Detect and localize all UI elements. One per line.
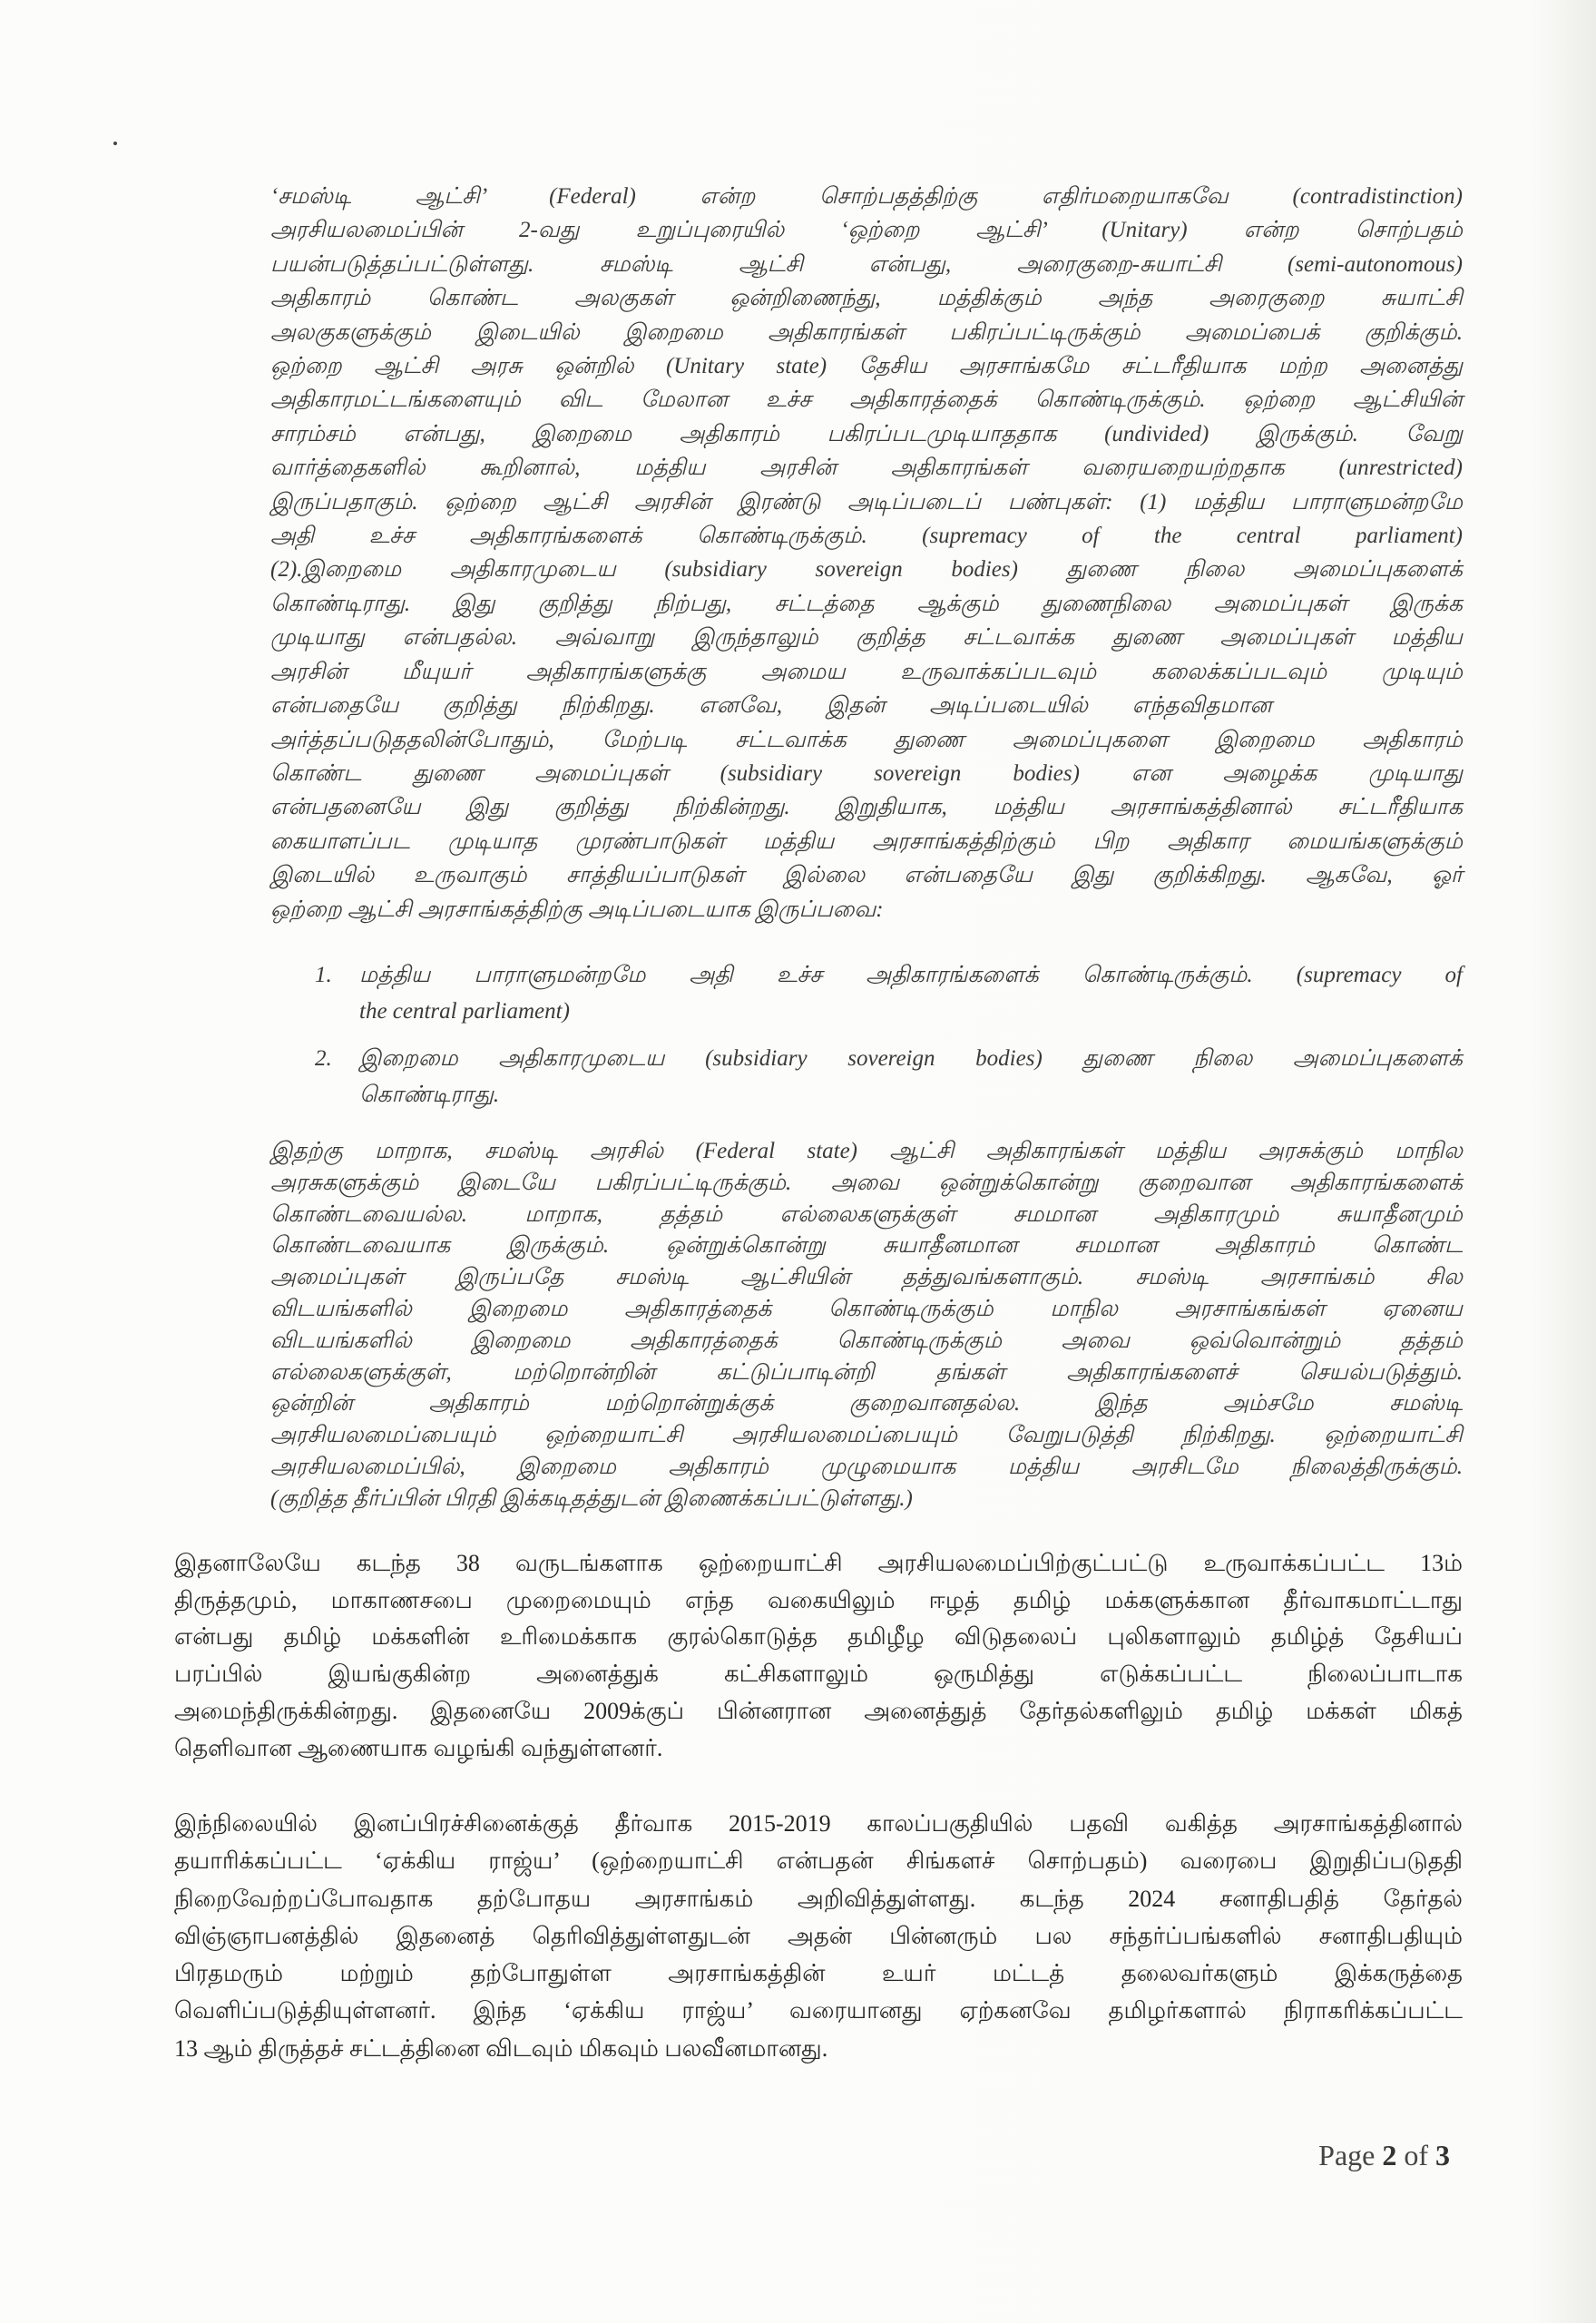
paragraph-line: இதனாலேயே கடந்த 38 வருடங்களாக ஒற்றையாட்சி அரசியலமைப்பிற்குட்பட்டு உருவாக்கப்பட்ட 13ம் xyxy=(174,1550,1463,1576)
quote-line: அதிகாரமட்டங்களையும் விட மேலான உச்ச அதிகாரத்தைக் கொண்டிருக்கும். ஒற்றை ஆட்சியின் xyxy=(270,387,1463,413)
list-item xyxy=(315,1041,1463,1113)
paragraph-line: நிறைவேற்றப்போவதாக தற்போதய அரசாங்கம் அறிவித்துள்ளது. கடந்த 2024 சனாதிபதித் தேர்தல் xyxy=(174,1885,1463,1912)
quoted-judgment-paragraph-1 xyxy=(270,180,1463,926)
scan-speck xyxy=(113,142,117,145)
quote-line: கொண்டவையாக இருக்கும். ஒன்றுக்கொன்று சுயாதீனமான சமமான அதிகாரம் கொண்ட xyxy=(270,1233,1463,1259)
quote-line: அரசுகளுக்கும் இடையே பகிரப்பட்டிருக்கும். அவை ஒன்றுக்கொன்று குறைவான அதிகாரங்களைக் xyxy=(270,1170,1463,1195)
quote-line: அர்த்தப்படுததலின்போதும், மேற்படி சட்டவாக்க துணை அமைப்புகளை இறைமை அதிகாரம் xyxy=(270,727,1463,752)
quote-line: அரசின் மீயுயர் அதிகாரங்களுக்கு அமைய உருவாக்கப்படவும் கலைக்கப்படவும் முடியும் xyxy=(270,659,1463,684)
quote-line: (2).இறைமை அதிகாரமுடைய (subsidiary sovereign bodies) துணை நிலை அமைப்புகளைக் xyxy=(270,557,1463,583)
page-label: Page xyxy=(1318,2139,1376,2171)
quote-line: ‘சமஸ்டி ஆட்சி’ (Federal) என்ற சொற்பதத்திற்கு எதிர்மறையாகவே (contradistinction) xyxy=(270,184,1463,209)
paragraph-line: தெளிவான ஆணையாக வழங்கி வந்துள்ளனர். xyxy=(174,1734,663,1761)
list-item-line: கொண்டிராது. xyxy=(359,1083,500,1107)
paragraph-line: என்பது தமிழ் மக்களின் உரிமைக்காக குரல்கொடுத்த தமிழீழ விடுதலைப் புலிகளாலும் தமிழ்த் தேசியப் xyxy=(174,1623,1463,1651)
paragraph-line: வெளிப்படுத்தியுள்ளனர். இந்த ‘ஏக்கிய ராஜ்ய’ வரையானது ஏற்கனவே தமிழர்களால் நிராகரிக்கப்பட்ட xyxy=(174,1997,1463,2024)
quote-line: விடயங்களில் இறைமை அதிகாரத்தைக் கொண்டிருக்கும் அவை ஒவ்வொன்றும் தத்தம் xyxy=(270,1328,1463,1353)
quote-line: அரசியலமைப்பின் 2-வது உறுப்புரையில் ‘ஒற்றை ஆட்சி’ (Unitary) என்ற சொற்பதம் xyxy=(270,218,1463,243)
quote-line: ஒற்றை ஆட்சி அரசு ஒன்றில் (Unitary state) தேசிய அரசாங்கமே சட்டரீதியாக மற்ற அனைத்து xyxy=(270,354,1463,379)
quoted-judgment-paragraph-2 xyxy=(270,1136,1463,1515)
numbered-list xyxy=(315,957,1463,1113)
quote-line: வார்த்தைகளில் கூறினால், மத்திய அரசின் அதிகாரங்கள் வரையறையற்றதாக (unrestricted) xyxy=(270,456,1463,481)
current-page-number: 2 xyxy=(1382,2139,1397,2171)
paragraph-line: தயாரிக்கப்பட்ட ‘ஏக்கிய ராஜ்ய’ (ஒற்றையாட்சி என்பதன் சிங்களச் சொற்பதம்) வரைபை இறுதிப்படுததி xyxy=(174,1848,1463,1875)
quote-line: கையாளப்பட முடியாத முரண்பாடுகள் மத்திய அரசாங்கத்திற்கும் பிற அதிகார மையங்களுக்கும் xyxy=(270,828,1463,854)
list-item-number: 2. xyxy=(315,1046,332,1071)
quote-line: இடையில் உருவாகும் சாத்தியப்பாடுகள் இல்லை என்பதையே இது குறிக்கிறது. ஆகவே, ஓர் xyxy=(270,863,1463,888)
paragraph-line: இந்நிலையில் இனப்பிரச்சினைக்குத் தீர்வாக 2015-2019 காலப்பகுதியில் பதவி வகித்த அரசாங்கத்தினால் xyxy=(174,1810,1463,1837)
paragraph-line: பிரதமரும் மற்றும் தற்போதுள்ள அரசாங்கத்தின் உயர் மட்டத் தலைவர்களும் இக்கருத்தை xyxy=(174,1960,1463,1987)
quote-line: முடியாது என்பதல்ல. அவ்வாறு இருந்தாலும் குறித்த சட்டவாக்க துணை அமைப்புகள் மத்திய xyxy=(270,625,1463,651)
page-of-label: of xyxy=(1404,2139,1428,2171)
quote-line: அலகுகளுக்கும் இடையில் இறைமை அதிகாரங்கள் பகிரப்பட்டிருக்கும் அமைப்பைக் குறிக்கும். xyxy=(270,319,1463,345)
quote-line: கொண்டவையல்ல. மாறாக, தத்தம் எல்லைகளுக்குள் சமமான அதிகாரமும் சுயாதீனமும் xyxy=(270,1201,1463,1227)
quote-line: கொண்டிராது. இது குறித்து நிற்பது, சட்டத்தை ஆக்கும் துணைநிலை அமைப்புகள் இருக்க xyxy=(270,591,1463,616)
quote-line: இதற்கு மாறாக, சமஸ்டி அரசில் (Federal state) ஆட்சி அதிகாரங்கள் மத்திய அரசுக்கும் மாநில xyxy=(270,1139,1463,1163)
quote-line: அமைப்புகள் இருப்பதே சமஸ்டி ஆட்சியின் தத்துவங்களாகும். சமஸ்டி அரசாங்கம் சில xyxy=(270,1265,1463,1290)
paragraph-line: அமைந்திருக்கின்றது. இதனையே 2009க்குப் பின்னரான அனைத்துத் தேர்தல்களிலும் தமிழ் மக்கள் மிகத் xyxy=(174,1697,1463,1724)
quote-line: இருப்பதாகும். ஒற்றை ஆட்சி அரசின் இரண்டு அடிப்படைப் பண்புகள்: (1) மத்திய பாராளுமன்றமே xyxy=(270,489,1463,515)
list-item-number: 1. xyxy=(315,963,332,987)
quote-line: விடயங்களில் இறைமை அதிகாரத்தைக் கொண்டிருக்கும் மாநில அரசாங்கங்கள் ஏனைய xyxy=(270,1296,1463,1321)
page-footer xyxy=(1318,2137,1450,2173)
quote-line: பயன்படுத்தப்பட்டுள்ளது. சமஸ்டி ஆட்சி என்பது, அரைகுறை-சுயாட்சி (semi-autonomous) xyxy=(270,251,1463,277)
quote-line: எல்லைகளுக்குள், மற்றொன்றின் கட்டுப்பாடின்றி தங்கள் அதிகாரங்களைச் செயல்படுத்தும். xyxy=(270,1359,1463,1385)
quote-line: கொண்ட துணை அமைப்புகள் (subsidiary sovereign bodies) என அழைக்க முடியாது xyxy=(270,760,1463,786)
list-item-line: இறைமை அதிகாரமுடைய (subsidiary sovereign bodies) துணை நிலை அமைப்புகளைக் xyxy=(359,1046,1463,1071)
quote-line: என்பதையே குறித்து நிற்கிறது. எனவே, இதன் அடிப்படையில் எந்தவிதமான xyxy=(270,693,1272,719)
quote-line: ஒற்றை ஆட்சி அரசாங்கத்திற்கு அடிப்படையாக இருப்பவை: xyxy=(270,897,884,922)
total-pages-number: 3 xyxy=(1435,2139,1450,2171)
paragraph-line: திருத்தமும், மாகாணசபை முறைமையும் எந்த வகையிலும் ஈழத் தமிழ் மக்களுக்கான தீர்வாகமாட்டாது xyxy=(174,1586,1463,1613)
paragraph-line: பரப்பில் இயங்குகின்ற அனைத்துக் கட்சிகளாலும் ஒருமித்து எடுக்கப்பட்ட நிலைப்பாடாக xyxy=(174,1661,1463,1688)
paragraph-line: 13 ஆம் திருத்தச் சட்டத்தினை விடவும் மிகவும் பலவீனமானது. xyxy=(174,2034,828,2062)
quote-line: என்பதனையே இது குறித்து நிற்கின்றது. இறுதியாக, மத்திய அரசாங்கத்தினால் சட்டரீதியாக xyxy=(270,795,1463,820)
paragraph-line: விஞ்ஞாபனத்தில் இதனைத் தெரிவித்துள்ளதுடன் அதன் பின்னரும் பல சந்தர்ப்பங்களில் சனாதிபதியும் xyxy=(174,1922,1463,1949)
quote-line: அதிகாரம் கொண்ட அலகுகள் ஒன்றிணைந்து, மத்திக்கும் அந்த அரைகுறை சுயாட்சி xyxy=(270,286,1463,311)
quote-line: ஒன்றின் அதிகாரம் மற்றொன்றுக்குக் குறைவானதல்ல. இந்த அம்சமே சமஸ்டி xyxy=(270,1391,1463,1416)
body-paragraph-2 xyxy=(174,1805,1463,2067)
quote-line: (குறித்த தீர்ப்பின் பிரதி இக்கடிதத்துடன் இணைக்கப்பட்டுள்ளது.) xyxy=(270,1485,913,1511)
quote-line: அரசியலமைப்பில், இறைமை அதிகாரம் முழுமையாக மத்திய அரசிடமே நிலைத்திருக்கும். xyxy=(270,1454,1463,1479)
quote-line: சாரம்சம் என்பது, இறைமை அதிகாரம் பகிரப்படமுடியாததாக (undivided) இருக்கும். வேறு xyxy=(270,421,1463,446)
list-item xyxy=(315,957,1463,1030)
body-paragraph-1 xyxy=(174,1545,1463,1767)
quote-line: அரசியலமைப்பையும் ஒற்றையாட்சி அரசியலமைப்பையும் வேறுபடுத்தி நிற்கிறது. ஒற்றையாட்சி xyxy=(270,1423,1463,1448)
quote-line: அதி உச்ச அதிகாரங்களைக் கொண்டிருக்கும். (supremacy of the central parliament) xyxy=(270,524,1463,549)
list-item-line: the central parliament) xyxy=(359,999,570,1024)
list-item-line: மத்திய பாராளுமன்றமே அதி உச்ச அதிகாரங்களைக் கொண்டிருக்கும். (supremacy of xyxy=(359,963,1463,987)
